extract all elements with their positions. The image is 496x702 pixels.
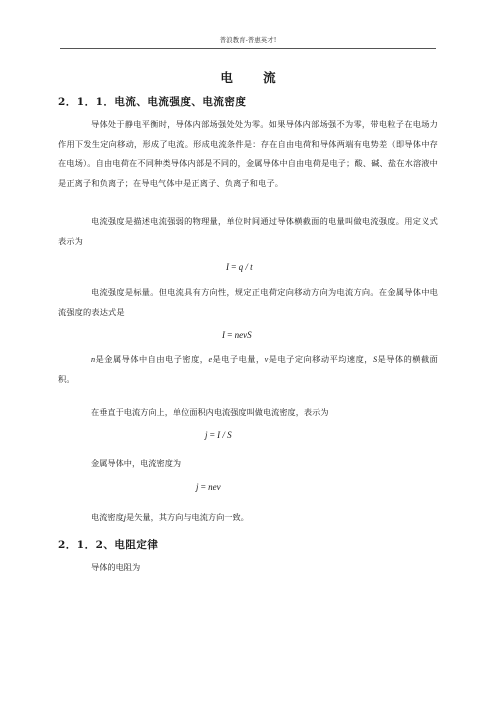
- paragraph-metal-density: 金属导体中，电流密度为: [91, 458, 182, 468]
- paragraph-variable-definitions: n是金属导体中自由电子密度，e是电子电量，v是电子定向移动平均速度，S是导体的横截面积。: [58, 354, 438, 384]
- paragraph-current-direction: 电流强度是标量。但电流具有方向性，规定正电荷定向移动方向为电流方向。在金属导体中电流强度的表达式是: [58, 287, 438, 317]
- page-title: 电 流: [220, 70, 289, 85]
- formula-current-definition: I = q / t: [226, 262, 253, 272]
- vector-j: j: [123, 513, 127, 522]
- formula-metal-density: j = nev: [196, 482, 221, 492]
- section-heading-2: 2．1．2、电阻定律: [58, 539, 159, 551]
- paragraph-current-intensity: 电流强度是描述电流强弱的物理量，单位时间通过导体横截面的电量叫做电流强度。用定义式表示为: [58, 216, 438, 246]
- paragraph-current-density: 在垂直于电流方向上，单位面积内电流强度叫做电流密度，表示为: [91, 407, 329, 417]
- formula-current-density: j = I / S: [205, 430, 232, 440]
- formula-metal-current: I = nevS: [222, 330, 252, 340]
- paragraph-resistance: 导体的电阻为: [91, 562, 141, 572]
- section-heading-1: 2．1．1．电流、电流强度、电流密度: [58, 96, 247, 108]
- paragraph-density-vector: 电流密度j是矢量，其方向与电流方向一致。: [91, 512, 249, 522]
- page-header: 普浪教育-普惠英才!: [60, 35, 436, 49]
- paragraph-current-formation: 导体处于静电平衡时，导体内部场强处处为零。如果导体内部场强不为零，带电粒子在电场力作用下发生定向移动，形成了电流。形成电流条件是：存在自由电荷和导体两端有电势差（即导体中存在电场）。自由电荷在不同种类导体内部是不同的，金属导体中自由电荷是电子；酸、碱、盐在水溶液中是正离子和负离子；在导电气体中是正离子、负离子和电子。: [58, 119, 438, 188]
